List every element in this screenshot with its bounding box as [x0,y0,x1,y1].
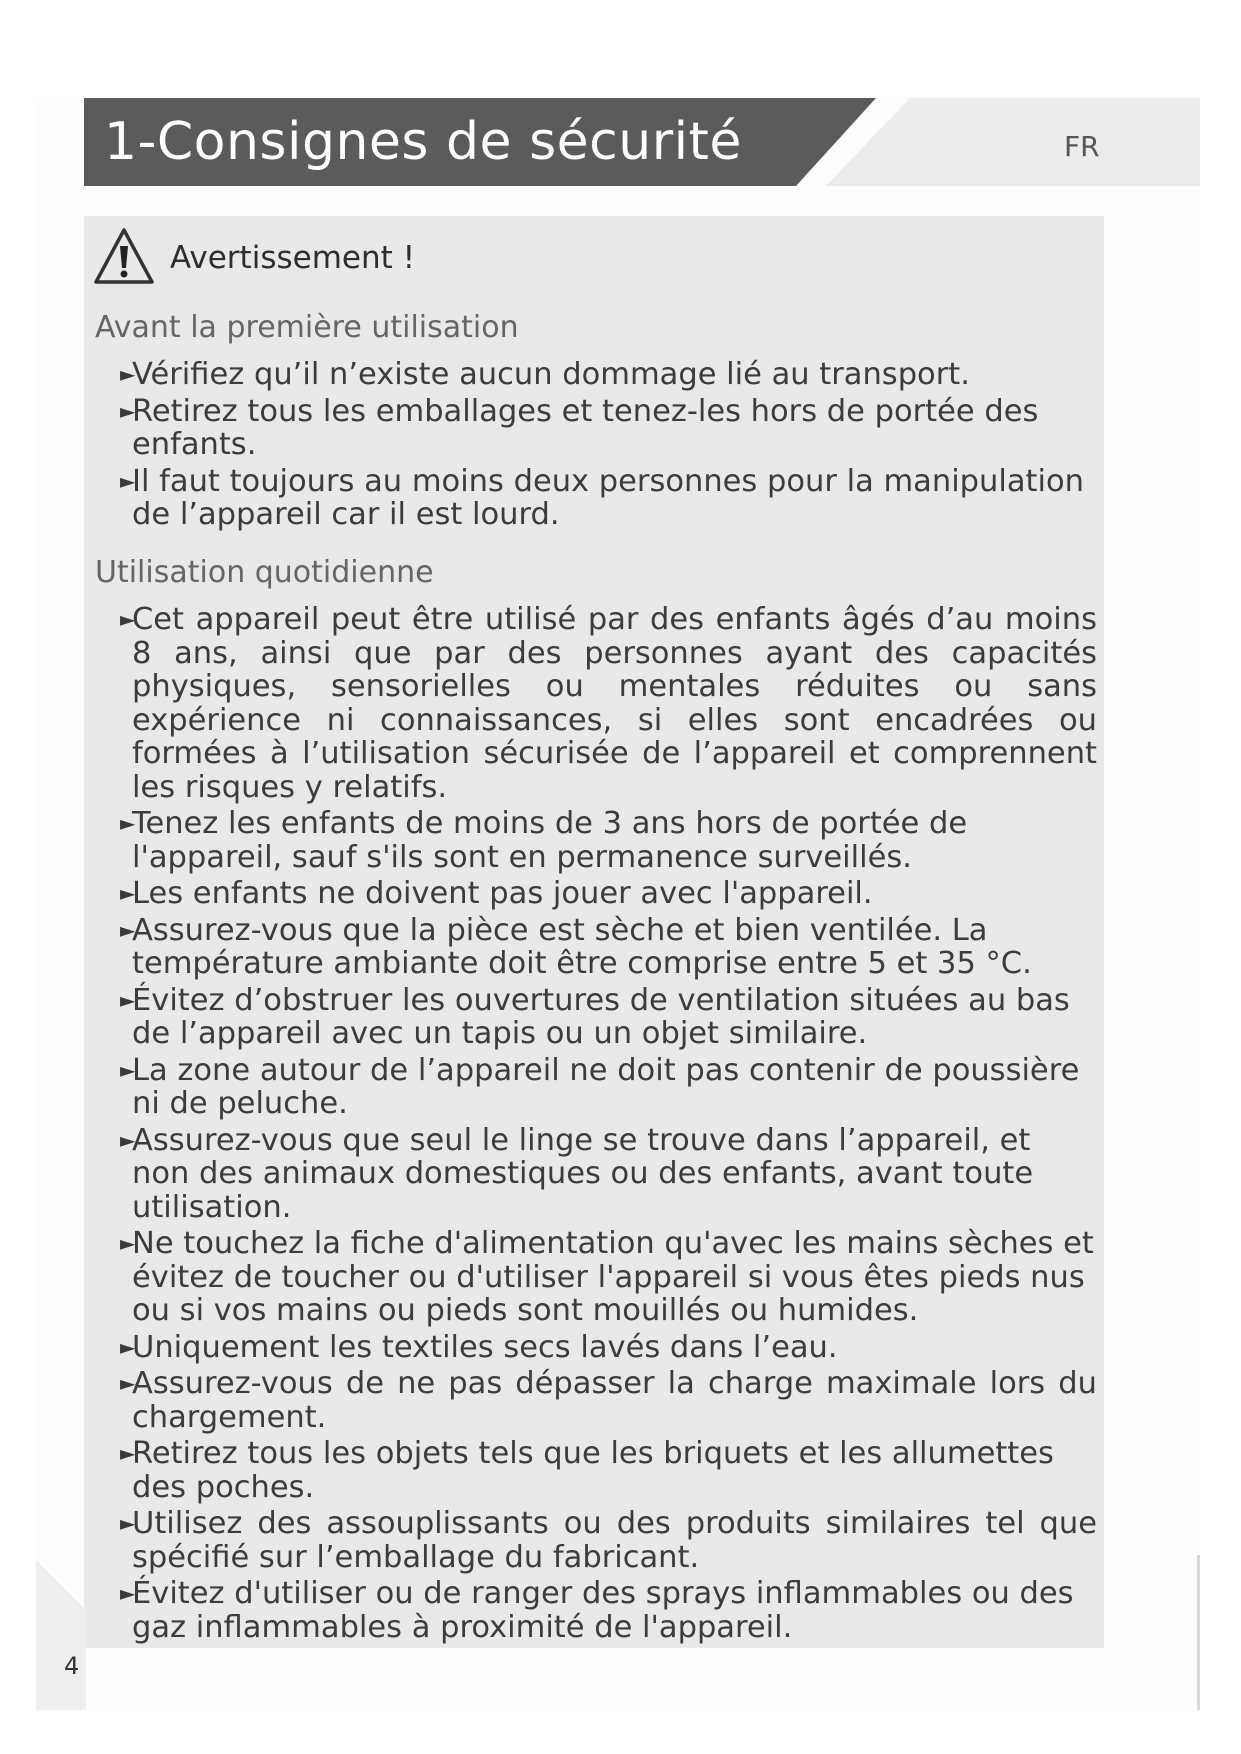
list-item: ► La zone autour de l’appareil ne doit pas contenir de poussière ni de peluche. [120,1052,1080,1121]
warning-triangle-icon [92,226,156,286]
list-item: ► Tenez les enfants de moins de 3 ans hors de portée de l'appareil, sauf s'ils sont en permanence surveillés. [120,806,968,875]
list-item: ► Il faut toujours au moins deux personnes pour la manipulation de l’appareil car il est lourd. [120,463,1084,532]
page-number: 4 [64,1652,80,1680]
warning-title: Avertissement ! [170,240,416,276]
language-tab [826,98,1200,186]
page-title: 1-Consignes de sécurité [104,112,742,172]
section-heading-daily-use: Utilisation quotidienne [95,555,434,590]
daily-use-list [122,603,1097,1647]
first-use-list [122,358,1097,535]
list-item: ► Assurez-vous que seul le linge se trouve dans l’appareil, et non des animaux domestiques ou des enfants, avant toute utilisation. [120,1122,1034,1225]
language-code: FR [1064,130,1100,163]
list-item: ► Assurez-vous que la pièce est sèche et bien ventilée. La température ambiante doit être comprise entre 5 et 35 °C. [120,912,1032,981]
list-item: ► Cet appareil peut être utilisé par des enfants âgés d’au moins 8 ans, ainsi que par des personnes ayant des capacités physiques, sensorielles ou mentales réduites ou sans expérience ni connaissances, si elles sont encadrées ou formées à l’utilisation sécurisée de l’appareil et comprennent les risques y relatifs. [120,602,1097,805]
list-item: ► Retirez tous les objets tels que les briquets et les allumettes des poches. [120,1436,1054,1505]
list-item: ► Vérifiez qu’il n’existe aucun dommage lié au transport. [120,357,970,392]
list-item: ► Uniquement les textiles secs lavés dans l’eau. [120,1329,838,1365]
page-corner [36,1560,86,1710]
list-item: ► Les enfants ne doivent pas jouer avec l'appareil. [120,876,873,911]
section-heading-first-use: Avant la première utilisation [95,310,519,345]
list-item: ► Évitez d'utiliser ou de ranger des sprays inflammables ou des gaz inflammables à proximité de l'appareil. [120,1576,1074,1645]
list-item: ► Évitez d’obstruer les ouvertures de ventilation situées au bas de l’appareil avec un tapis ou un objet similaire. [120,982,1070,1051]
page-edge [1197,1555,1200,1710]
list-item: ► Ne touchez la fiche d'alimentation qu'avec les mains sèches et évitez de toucher ou d'utiliser l'appareil si vous êtes pieds nus ou si vos mains ou pieds sont mouillés ou humides. [120,1226,1094,1328]
list-item: ► Assurez-vous de ne pas dépasser la charge maximale lors du chargement. [120,1366,1097,1435]
list-item: ► Retirez tous les emballages et tenez-les hors de portée des enfants. [120,393,1039,462]
list-item: ► Utilisez des assouplissants ou des produits similaires tel que spécifié sur l’emballage du fabricant. [120,1506,1097,1575]
